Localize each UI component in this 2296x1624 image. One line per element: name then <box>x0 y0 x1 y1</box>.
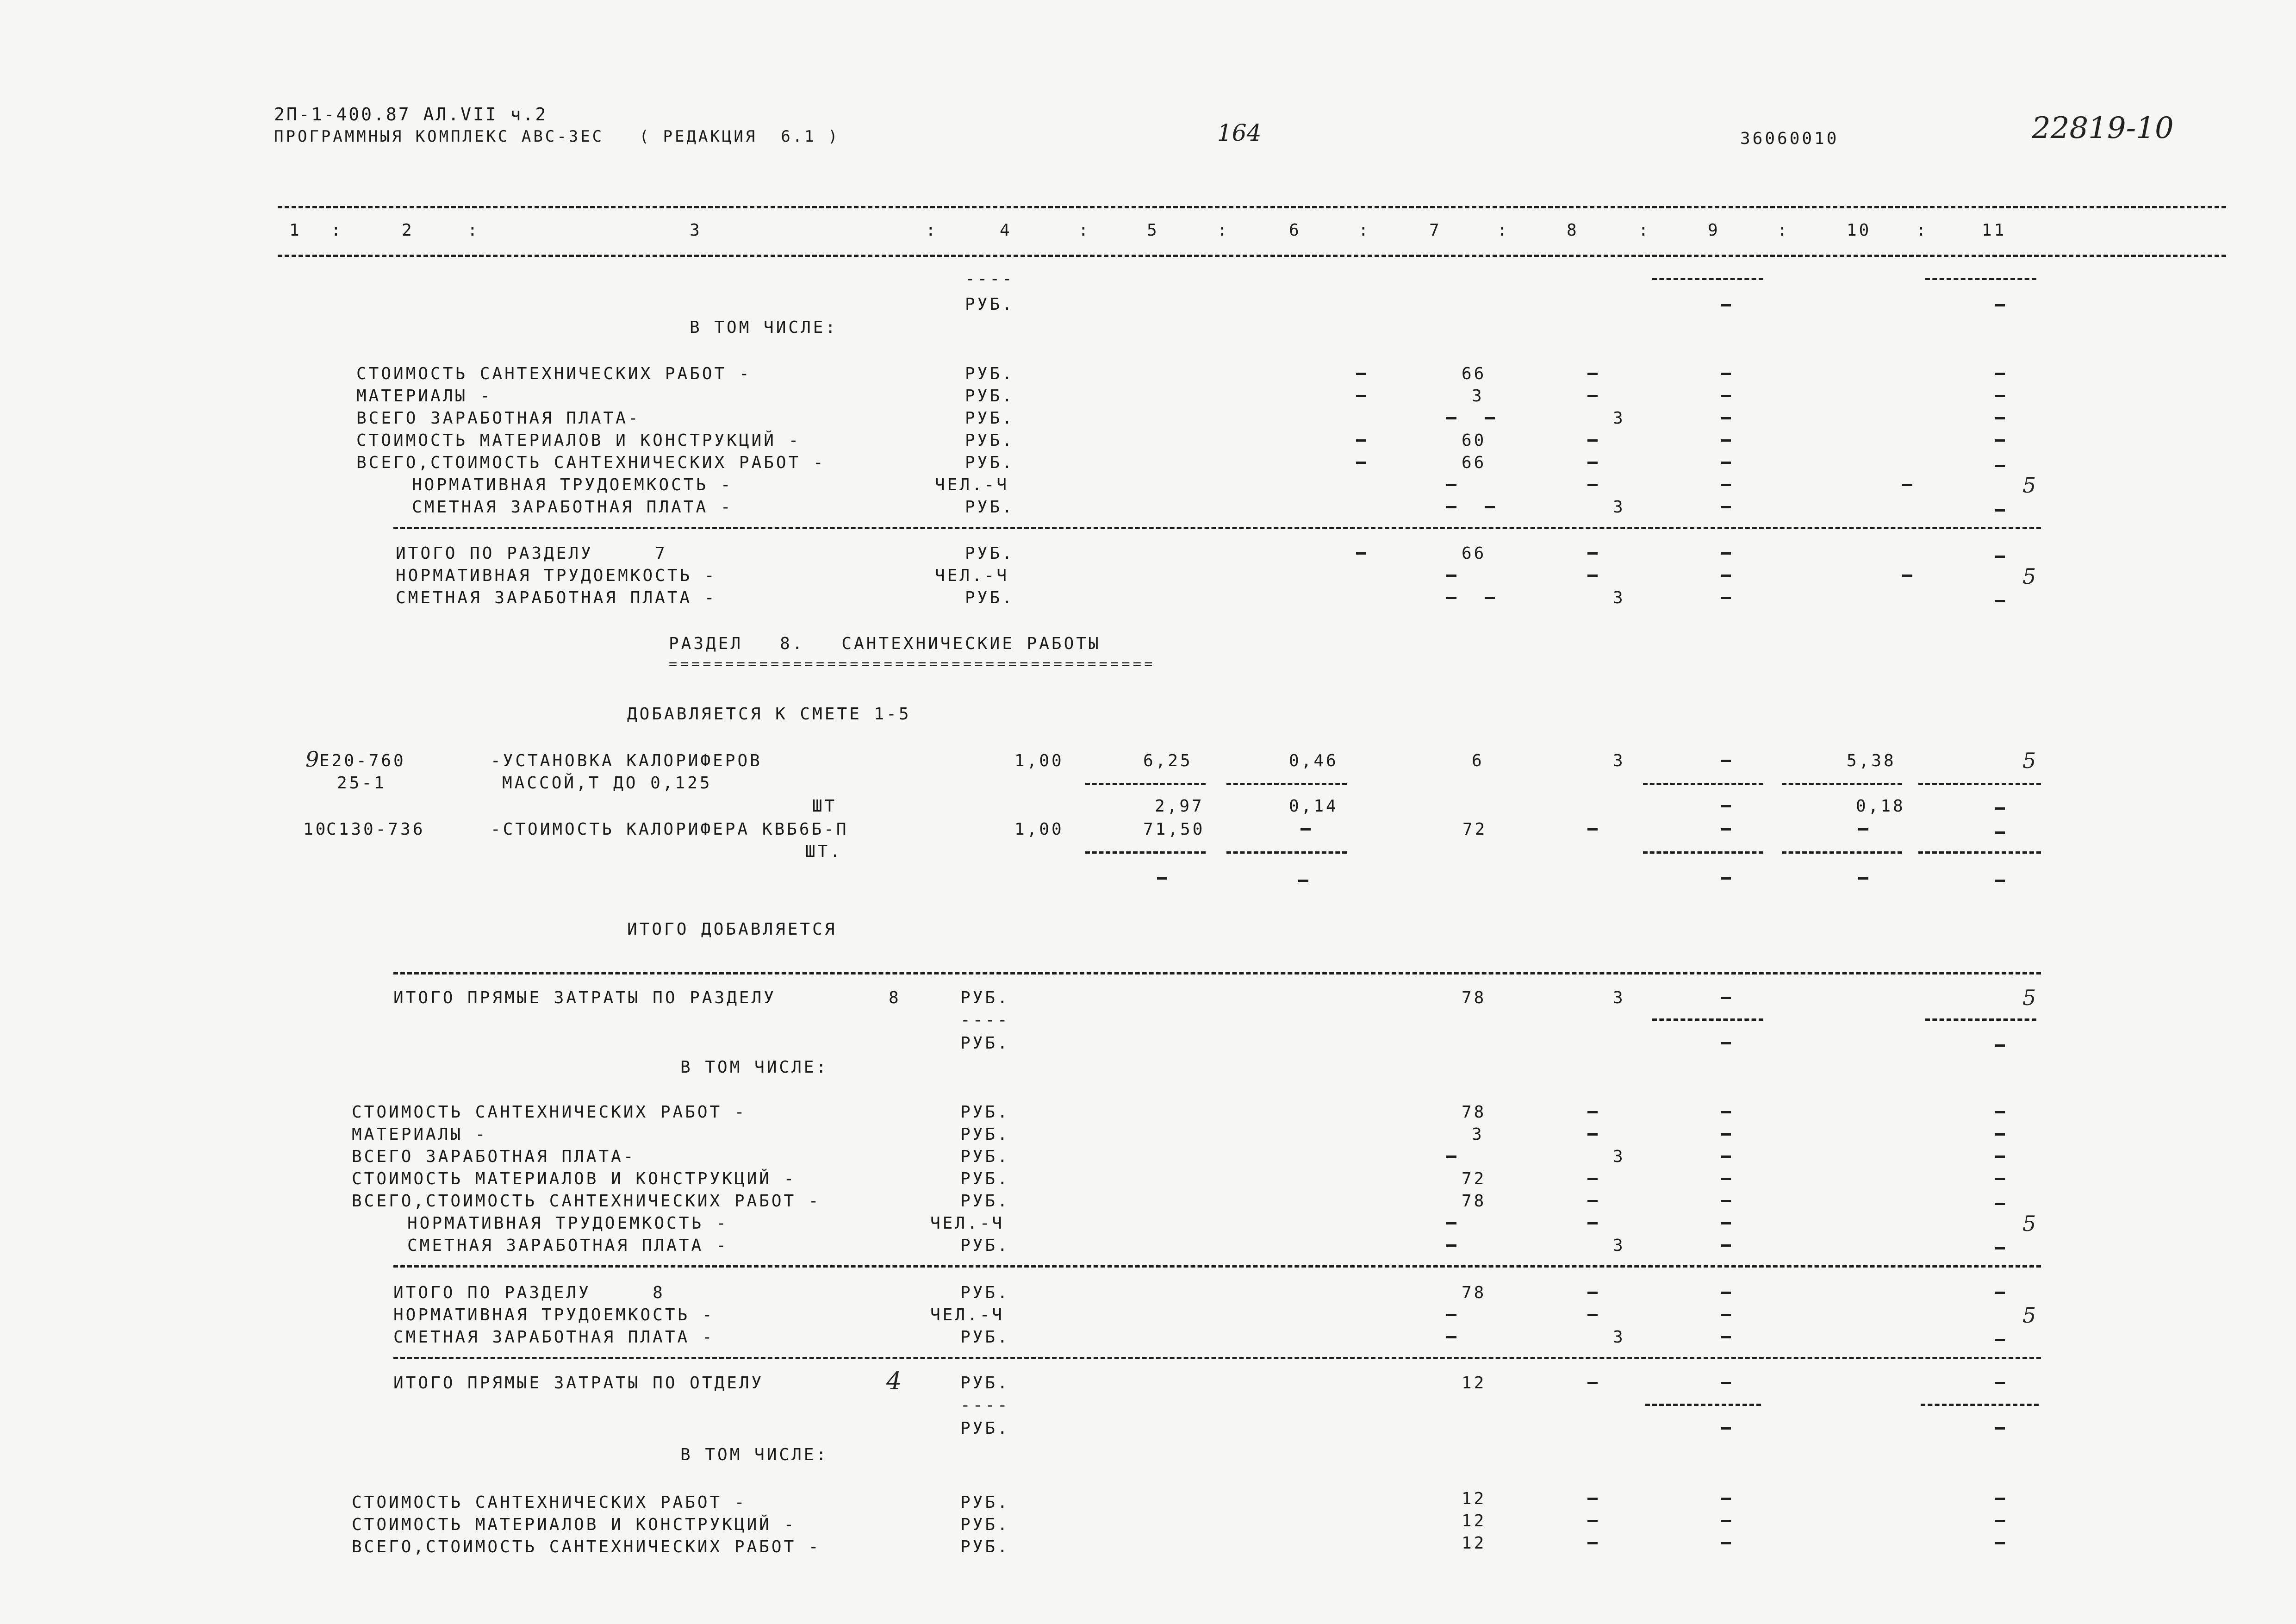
dash-mark <box>1995 831 2005 834</box>
unit: ЧЕЛ.-Ч <box>935 566 1009 585</box>
col-4: 4 <box>1000 221 1012 240</box>
unit: РУБ. <box>960 1537 1010 1556</box>
dash-mark <box>1995 395 2005 397</box>
dash-mark <box>1721 1178 1731 1180</box>
col-sep: : <box>1217 221 1230 240</box>
col-2: 2 <box>402 221 414 240</box>
col-sep: : <box>1638 221 1651 240</box>
v-tom-chisle: В ТОМ ЧИСЛЕ: <box>680 1058 829 1077</box>
dash-mark <box>1995 1178 2005 1180</box>
unit: РУБ. <box>965 453 1014 472</box>
value: 5 <box>2022 564 2036 589</box>
col-sep: : <box>1358 221 1371 240</box>
item-c11: 5 <box>2022 748 2036 773</box>
item-name2: МАССОЙ,Т ДО 0,125 <box>502 774 712 793</box>
dobavl-heading: ДОБАВЛЯЕТСЯ К СМЕТЕ 1-5 <box>627 705 911 724</box>
dash-mark <box>1587 462 1598 464</box>
value: 12 <box>1462 1534 1487 1553</box>
unit: ШТ. <box>805 842 843 861</box>
value: 3 <box>1613 1236 1625 1255</box>
unit: РУБ. <box>965 498 1014 517</box>
dash-mark <box>1356 373 1366 375</box>
dash-mark <box>1721 439 1731 442</box>
rule <box>393 972 2041 974</box>
dash-mark <box>1721 1336 1731 1338</box>
dash-mark <box>1587 1498 1598 1500</box>
section-title: РАЗДЕЛ 8. САНТЕХНИЧЕСКИЕ РАБОТЫ <box>669 634 1101 653</box>
unit: РУБ. <box>960 1236 1010 1255</box>
col-10: 10 <box>1847 221 1872 240</box>
dash-mark <box>1446 484 1456 486</box>
dash-mark <box>1995 304 2005 306</box>
row-label: ВСЕГО ЗАРАБОТНАЯ ПЛАТА- <box>356 409 641 428</box>
dash-mark <box>1995 1247 2005 1249</box>
header-rule-top <box>278 206 2226 208</box>
value: 3 <box>1613 1328 1625 1347</box>
dash-mark <box>1485 417 1495 419</box>
row-label: СМЕТНАЯ ЗАРАБОТНАЯ ПЛАТА - <box>393 1328 715 1347</box>
program-title: ПРОГРАММНЫЯ КОМПЛЕКС АВС-3ЕС ( РЕДАКЦИЯ 6.1 ) <box>274 127 840 146</box>
row-label: ВСЕГО,СТОИМОСТЬ САНТЕХНИЧЕСКИХ РАБОТ - <box>352 1192 821 1211</box>
dash-mark <box>1721 1042 1731 1044</box>
value: 12 <box>1462 1512 1487 1530</box>
row-label: ИТОГО ПРЯМЫЕ ЗАТРАТЫ ПО ОТДЕЛУ <box>393 1374 764 1393</box>
item-qty: 1,00 <box>1014 820 1064 839</box>
unit: ЧЕЛ.-Ч <box>935 475 1009 494</box>
dash-mark <box>1995 1520 2005 1522</box>
unit: ЧЕЛ.-Ч <box>930 1305 1005 1324</box>
dash-mark <box>1995 600 2005 602</box>
value: 72 <box>1462 1169 1487 1188</box>
row-label: ВСЕГО,СТОИМОСТЬ САНТЕХНИЧЕСКИХ РАБОТ - <box>356 453 826 472</box>
dash-mark <box>1721 1542 1731 1544</box>
item-number: 10 <box>303 820 328 839</box>
unit: РУБ. <box>960 1493 1010 1512</box>
item-s6: 0,14 <box>1289 797 1338 816</box>
dash-mark <box>1721 1156 1731 1158</box>
dash-mark <box>1721 462 1731 464</box>
row-label: СТОИМОСТЬ МАТЕРИАЛОВ И КОНСТРУКЦИЙ - <box>356 431 801 450</box>
rule <box>1918 783 2041 785</box>
value: 12 <box>1462 1489 1487 1508</box>
dash-mark <box>1995 1111 2005 1113</box>
rule <box>1645 1404 1761 1406</box>
dash-mark <box>1587 1133 1598 1136</box>
rule <box>393 1357 2041 1359</box>
rule <box>1918 851 2041 854</box>
dash-mark <box>1902 484 1912 486</box>
row-label: СМЕТНАЯ ЗАРАБОТНАЯ ПЛАТА - <box>412 498 733 517</box>
dash-mark <box>1721 1520 1731 1522</box>
dash-mark <box>1587 395 1598 397</box>
row-label: НОРМАТИВНАЯ ТРУДОЕМКОСТЬ - <box>393 1305 715 1324</box>
dash-mark <box>1485 597 1495 599</box>
col-5: 5 <box>1147 221 1159 240</box>
dashes: ---- <box>960 1011 1010 1030</box>
row-label: ИТОГО ПРЯМЫЕ ЗАТРАТЫ ПО РАЗДЕЛУ <box>393 988 776 1007</box>
dash-mark <box>1995 1203 2005 1205</box>
value: 66 <box>1462 453 1487 472</box>
dash-mark <box>1587 1178 1598 1180</box>
rule <box>1226 783 1347 785</box>
v-tom-chisle: В ТОМ ЧИСЛЕ: <box>680 1445 829 1464</box>
dash-mark <box>1587 1292 1598 1294</box>
dash-mark <box>1587 1382 1598 1384</box>
dash-mark <box>1995 1156 2005 1158</box>
unit: РУБ. <box>960 1328 1010 1347</box>
unit: РУБ. <box>960 1169 1010 1188</box>
dash-mark <box>1587 1222 1598 1224</box>
value: 78 <box>1462 1103 1487 1122</box>
header-rule-bottom <box>278 255 2226 257</box>
value: 3 <box>1613 1147 1625 1166</box>
rule <box>1652 278 1763 280</box>
dash-mark <box>1721 1314 1731 1316</box>
dash-mark <box>1356 552 1366 555</box>
dash-mark <box>1995 373 2005 375</box>
item-c5: 6,25 <box>1143 751 1193 770</box>
dash-mark <box>1721 417 1731 419</box>
row-label: СТОИМОСТЬ МАТЕРИАЛОВ И КОНСТРУКЦИЙ - <box>352 1515 796 1534</box>
dash-mark <box>1995 1133 2005 1136</box>
dash-mark <box>1587 1542 1598 1544</box>
dash-mark <box>1446 575 1456 577</box>
dash-mark <box>1721 506 1731 508</box>
rule <box>1643 783 1763 785</box>
dashes: ---- <box>960 1396 1010 1415</box>
razdel-number: 8 <box>889 988 901 1007</box>
value: 66 <box>1462 544 1487 563</box>
dash-mark <box>1721 1200 1731 1202</box>
dash-mark <box>1995 1044 2005 1047</box>
item-c8: 3 <box>1613 751 1625 770</box>
dash-mark <box>1587 1111 1598 1113</box>
item-c6: 0,46 <box>1289 751 1338 770</box>
item-code2: 25-1 <box>337 774 386 793</box>
value: 3 <box>1613 498 1625 517</box>
dash-mark <box>1721 395 1731 397</box>
rule <box>1085 851 1206 854</box>
dash-mark <box>1446 1314 1456 1316</box>
dash-mark <box>1587 1200 1598 1202</box>
col-sep: : <box>926 221 938 240</box>
col-7: 7 <box>1429 221 1442 240</box>
value: 66 <box>1462 364 1487 383</box>
dash-mark <box>1995 1382 2005 1384</box>
unit: РУБ. <box>960 1283 1010 1302</box>
rule <box>1652 1018 1763 1021</box>
row-label: ИТОГО ПО РАЗДЕЛУ 7 <box>396 544 667 563</box>
col-6: 6 <box>1289 221 1301 240</box>
item-c7: 72 <box>1462 820 1487 839</box>
row-label: СМЕТНАЯ ЗАРАБОТНАЯ ПЛАТА - <box>407 1236 728 1255</box>
value: 5 <box>2022 1303 2036 1328</box>
value: 3 <box>1472 387 1484 406</box>
unit: РУБ. <box>965 544 1014 563</box>
rule <box>393 1265 2041 1268</box>
rule <box>1226 851 1347 854</box>
unit: РУБ. <box>960 1192 1010 1211</box>
dash-mark <box>1995 439 2005 442</box>
dash-mark <box>1721 1111 1731 1113</box>
row-label: ВСЕГО,СТОИМОСТЬ САНТЕХНИЧЕСКИХ РАБОТ - <box>352 1537 821 1556</box>
unit: РУБ. <box>965 431 1014 450</box>
value: 78 <box>1462 1192 1487 1211</box>
unit: РУБ. <box>960 1103 1010 1122</box>
item-s10: 0,18 <box>1856 797 1905 816</box>
item-s5: 2,97 <box>1155 797 1204 816</box>
unit: РУБ. <box>960 1125 1010 1144</box>
item-name: -УСТАНОВКА КАЛОРИФЕРОВ <box>491 751 762 770</box>
dash-mark <box>1587 552 1598 555</box>
rule <box>1921 1404 2039 1406</box>
dash-mark <box>1721 304 1731 306</box>
otdel-number: 4 <box>886 1368 902 1395</box>
rule <box>393 527 2041 529</box>
unit: ЧЕЛ.-Ч <box>930 1214 1005 1233</box>
unit: РУБ. <box>965 588 1014 607</box>
unit: РУБ. <box>960 1515 1010 1534</box>
item-c5: 71,50 <box>1143 820 1205 839</box>
col-sep: : <box>331 221 343 240</box>
dash-mark <box>1721 877 1731 880</box>
unit: РУБ. <box>965 387 1014 406</box>
dashes: ---- <box>965 269 1014 288</box>
dash-mark <box>1721 760 1731 762</box>
value: 78 <box>1462 988 1487 1007</box>
value: 3 <box>1613 988 1625 1007</box>
value: 3 <box>1472 1125 1484 1144</box>
unit: РУБ. <box>960 988 1010 1007</box>
dash-mark <box>1995 880 2005 882</box>
rule <box>1782 851 1902 854</box>
col-3: 3 <box>690 221 702 240</box>
dash-mark <box>1446 417 1456 419</box>
dash-mark <box>1721 1382 1731 1384</box>
dash-mark <box>1446 1336 1456 1338</box>
col-sep: : <box>467 221 480 240</box>
dash-mark <box>1858 877 1868 880</box>
col-sep: : <box>1497 221 1510 240</box>
dash-mark <box>1356 439 1366 442</box>
row-label: СТОИМОСТЬ САНТЕХНИЧЕСКИХ РАБОТ - <box>352 1493 747 1512</box>
dash-mark <box>1721 828 1731 831</box>
dash-mark <box>1721 373 1731 375</box>
dash-mark <box>1721 597 1731 599</box>
dash-mark <box>1995 556 2005 558</box>
handwritten-stamp: 22819-10 <box>2032 111 2174 145</box>
value: 3 <box>1613 588 1625 607</box>
dash-mark <box>1995 1427 2005 1430</box>
item-qty: 1,00 <box>1014 751 1064 770</box>
dash-mark <box>1721 1292 1731 1294</box>
item-number: 9 <box>305 747 319 772</box>
doc-code: 2П-1-400.87 АЛ.VII ч.2 <box>274 104 548 125</box>
dash-mark <box>1721 575 1731 577</box>
row-label: СТОИМОСТЬ МАТЕРИАЛОВ И КОНСТРУКЦИЙ - <box>352 1169 796 1188</box>
unit: РУБ. <box>965 295 1014 314</box>
dash-mark <box>1298 880 1308 882</box>
rule <box>1925 1018 2036 1021</box>
dash-mark <box>1721 1133 1731 1136</box>
dash-mark <box>1721 1222 1731 1224</box>
dash-mark <box>1995 417 2005 419</box>
dash-mark <box>1995 1339 2005 1341</box>
rule <box>1782 783 1902 785</box>
dash-mark <box>1721 805 1731 807</box>
unit: РУБ. <box>960 1374 1010 1393</box>
row-label: МАТЕРИАЛЫ - <box>352 1125 488 1144</box>
dash-mark <box>1587 373 1598 375</box>
item-c10: 5,38 <box>1847 751 1896 770</box>
dash-mark <box>1858 828 1868 831</box>
dash-mark <box>1446 1222 1456 1224</box>
row-label: ВСЕГО ЗАРАБОТНАЯ ПЛАТА- <box>352 1147 636 1166</box>
unit: РУБ. <box>960 1034 1010 1053</box>
col-sep: : <box>1078 221 1091 240</box>
unit: РУБ. <box>960 1419 1010 1438</box>
col-8: 8 <box>1567 221 1579 240</box>
dash-mark <box>1587 1314 1598 1316</box>
value: 78 <box>1462 1283 1487 1302</box>
dash-mark <box>1485 506 1495 508</box>
dash-mark <box>1721 552 1731 555</box>
section-underline: =========================================== <box>669 656 1156 672</box>
dash-mark <box>1721 484 1731 486</box>
row-label: НОРМАТИВНАЯ ТРУДОЕМКОСТЬ - <box>396 566 717 585</box>
value: 3 <box>1613 409 1625 428</box>
dash-mark <box>1587 439 1598 442</box>
itogo-dobavl: ИТОГО ДОБАВЛЯЕТСЯ <box>627 920 837 939</box>
row-label: СТОИМОСТЬ САНТЕХНИЧЕСКИХ РАБОТ - <box>356 364 752 383</box>
unit: РУБ. <box>965 364 1014 383</box>
dash-mark <box>1995 1542 2005 1544</box>
doc-number: 36060010 <box>1740 129 1839 148</box>
dash-mark <box>1300 828 1311 831</box>
dash-mark <box>1446 1244 1456 1247</box>
rule <box>1643 851 1763 854</box>
col-11: 11 <box>1982 221 2007 240</box>
dash-mark <box>1721 1427 1731 1430</box>
dash-mark <box>1446 1156 1456 1158</box>
item-name: -СТОИМОСТЬ КАЛОРИФЕРА КВБ6Б-П <box>491 820 849 839</box>
dash-mark <box>1995 807 2005 810</box>
value: 5 <box>2022 985 2036 1010</box>
col-9: 9 <box>1708 221 1720 240</box>
unit: РУБ. <box>965 409 1014 428</box>
page-number: 164 <box>1217 119 1262 146</box>
dash-mark <box>1721 1498 1731 1500</box>
rule <box>1925 278 2036 280</box>
dash-mark <box>1356 462 1366 464</box>
dash-mark <box>1995 465 2005 467</box>
dash-mark <box>1587 1520 1598 1522</box>
dash-mark <box>1902 575 1912 577</box>
value: 12 <box>1462 1374 1487 1393</box>
dash-mark <box>1995 509 2005 512</box>
row-label: МАТЕРИАЛЫ - <box>356 387 492 406</box>
row-label: НОРМАТИВНАЯ ТРУДОЕМКОСТЬ - <box>412 475 733 494</box>
dash-mark <box>1995 1498 2005 1500</box>
dash-mark <box>1587 575 1598 577</box>
v-tom-chisle: В ТОМ ЧИСЛЕ: <box>690 318 838 337</box>
rule <box>1085 783 1206 785</box>
col-sep: : <box>1777 221 1790 240</box>
dash-mark <box>1356 395 1366 397</box>
dash-mark <box>1587 828 1598 831</box>
item-c7: 6 <box>1472 751 1484 770</box>
col-sep: : <box>1916 221 1929 240</box>
unit: ШТ <box>812 797 837 816</box>
row-label: СТОИМОСТЬ САНТЕХНИЧЕСКИХ РАБОТ - <box>352 1103 747 1122</box>
value: 5 <box>2022 473 2036 498</box>
dash-mark <box>1587 484 1598 486</box>
dash-mark <box>1995 1292 2005 1294</box>
unit: РУБ. <box>960 1147 1010 1166</box>
col-1: 1 <box>289 221 302 240</box>
value: 5 <box>2022 1211 2036 1236</box>
dash-mark <box>1721 1244 1731 1247</box>
value: 60 <box>1462 431 1487 450</box>
dash-mark <box>1157 877 1167 880</box>
dash-mark <box>1446 597 1456 599</box>
row-label: НОРМАТИВНАЯ ТРУДОЕМКОСТЬ - <box>407 1214 728 1233</box>
row-label: ИТОГО ПО РАЗДЕЛУ 8 <box>393 1283 665 1302</box>
row-label: СМЕТНАЯ ЗАРАБОТНАЯ ПЛАТА - <box>396 588 717 607</box>
item-code: Е20-760 <box>319 751 406 770</box>
dash-mark <box>1721 997 1731 999</box>
dash-mark <box>1446 506 1456 508</box>
item-code: С130-736 <box>326 820 425 839</box>
